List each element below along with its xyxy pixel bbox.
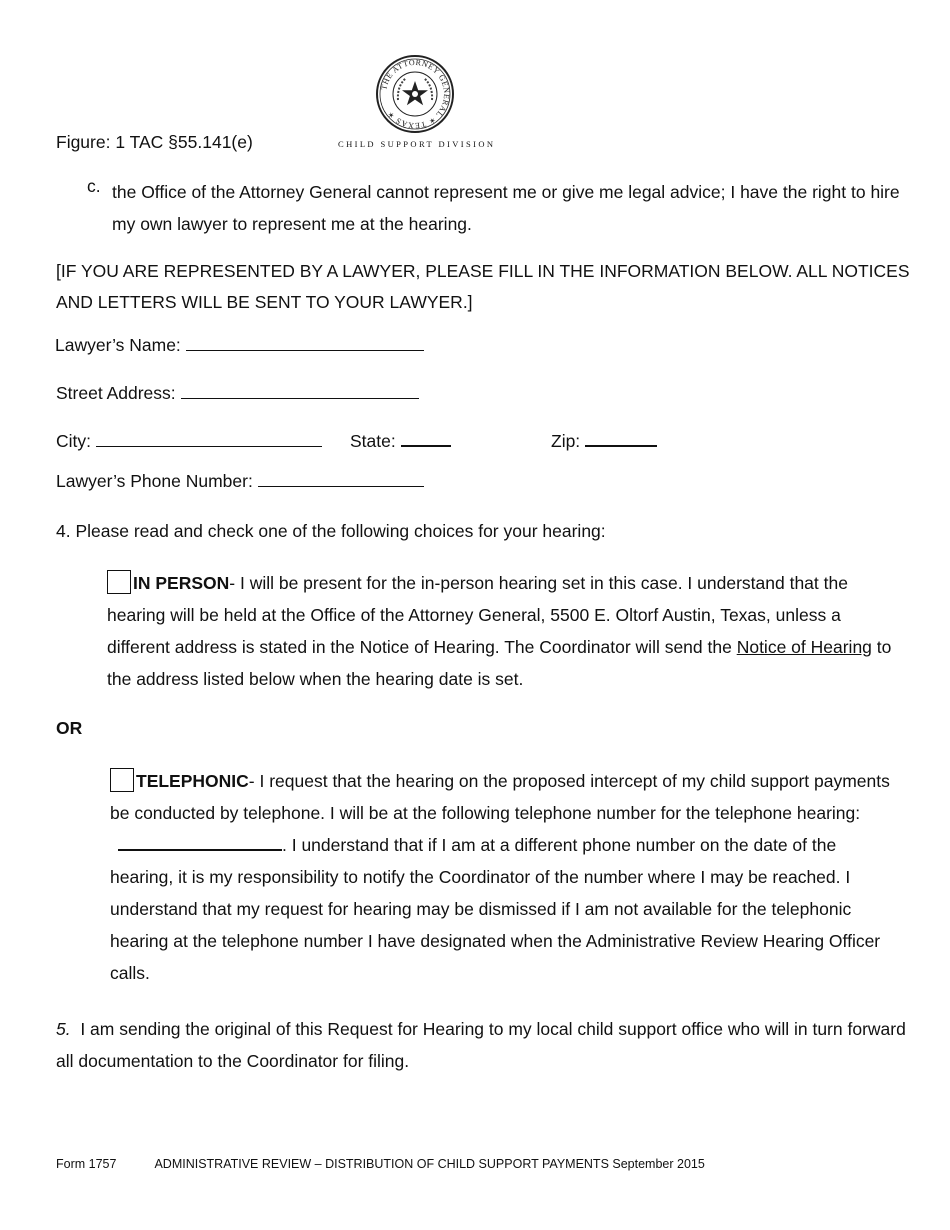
- notice-of-hearing-text: Notice of Hearing: [736, 637, 872, 657]
- question-5-text: I am sending the original of this Request for Hearing to my local child support office who will in turn forward all documentation to the Coordinator for filing.: [56, 1019, 911, 1071]
- in-person-text: - I will be present for the in-person hearing set in this case. I understand that the hearing will be held at the Office of the Attorney General, 5500 E. Oltorf Austin, Texas, unless a different address is stated in the Notice of Hearing. The Coordinator will send the: [107, 573, 848, 657]
- question-4: 4. Please read and check one of the following choices for your hearing:: [56, 521, 606, 541]
- division-caption: CHILD SUPPORT DIVISION: [338, 139, 496, 149]
- telephonic-text: - I request that the hearing on the proposed intercept of my child support payments be conducted by telephone. I will be at the following telephone number for the telephone hearing:: [110, 771, 890, 823]
- footer-title: ADMINISTRATIVE REVIEW – DISTRIBUTION OF CHILD SUPPORT PAYMENTS September 2015: [154, 1157, 705, 1171]
- lawyer-name-label: Lawyer’s Name:: [55, 335, 181, 355]
- svg-text:THE ATTORNEY GENERAL ✶ TEXAS ✶: THE ATTORNEY GENERAL ✶ TEXAS ✶: [379, 57, 452, 131]
- lawyer-name-row: [55, 335, 424, 356]
- street-address-row: [56, 383, 419, 404]
- state-row: [350, 431, 451, 452]
- telephonic-option: [110, 765, 900, 989]
- telephonic-checkbox[interactable]: [110, 768, 134, 792]
- figure-reference: Figure: 1 TAC §55.141(e): [56, 132, 253, 152]
- in-person-title: IN PERSON: [133, 573, 230, 593]
- in-person-option: [107, 567, 897, 695]
- city-row: [56, 431, 322, 452]
- in-person-checkbox[interactable]: [107, 570, 131, 594]
- zip-field[interactable]: [585, 431, 657, 447]
- question-5-number: 5.: [56, 1019, 71, 1039]
- lawyer-phone-field[interactable]: [258, 472, 424, 487]
- street-address-label: Street Address:: [56, 383, 176, 403]
- telephonic-text-end: . I understand that if I am at a different phone number on the date of the hearing, it is my responsibility to notify the Coordinator of the number where I may be reached. I understand that my request for hearing may be dismissed if I am not available for the telephonic hearing at the telephone number I have designated when the Administrative Review Hearing Officer calls.: [110, 835, 881, 983]
- street-address-field[interactable]: [181, 384, 419, 399]
- telephonic-phone-field[interactable]: [118, 835, 282, 851]
- form-number: Form 1757: [56, 1157, 117, 1171]
- zip-label: Zip:: [551, 431, 581, 451]
- lawyer-notice: [IF YOU ARE REPRESENTED BY A LAWYER, PLEASE FILL IN THE INFORMATION BELOW. ALL NOTICES AND LETTERS WILL BE SENT TO YOUR LAWYER.]: [56, 261, 910, 312]
- question-5: [56, 1013, 916, 1077]
- city-label: City:: [56, 431, 91, 451]
- telephonic-title: TELEPHONIC: [136, 771, 249, 791]
- attorney-general-seal: [375, 54, 455, 134]
- zip-row: [551, 431, 657, 452]
- or-separator: OR: [56, 718, 83, 738]
- state-label: State:: [350, 431, 396, 451]
- item-c-text: the Office of the Attorney General cannot represent me or give me legal advice; I have the right to hire my own lawyer to represent me at the hearing.: [112, 182, 900, 234]
- lawyer-phone-row: [56, 471, 424, 492]
- lawyer-name-field[interactable]: [186, 336, 424, 351]
- city-field[interactable]: [96, 432, 322, 447]
- lawyer-phone-label: Lawyer’s Phone Number:: [56, 471, 253, 491]
- footer: [56, 1157, 705, 1171]
- item-c-marker: c.: [87, 176, 101, 196]
- state-field[interactable]: [401, 431, 451, 447]
- in-person-text-end: to the address listed below when the hearing date is set.: [107, 637, 892, 689]
